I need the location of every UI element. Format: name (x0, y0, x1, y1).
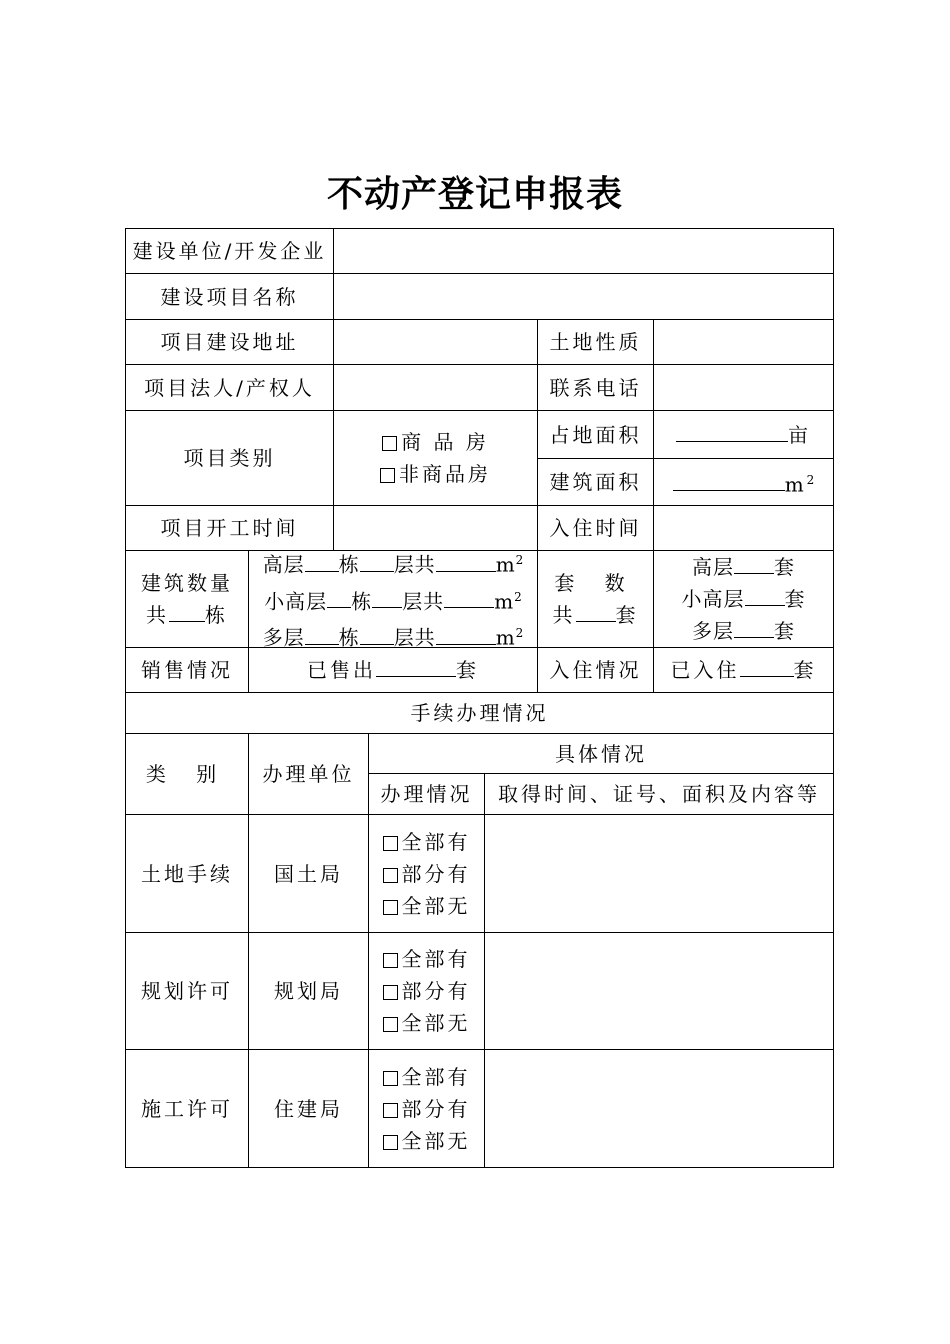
project-name-value[interactable] (333, 273, 834, 320)
checkbox-icon[interactable] (383, 953, 398, 968)
procedure-office (248, 932, 369, 1050)
suite-type: 小高层 (681, 587, 745, 611)
legal-person-value[interactable] (333, 364, 538, 411)
suite-blank[interactable] (734, 615, 774, 638)
category-option-label: 非商品房 (399, 462, 491, 486)
dong-blank[interactable] (305, 549, 339, 572)
build-area-unit: m (784, 472, 807, 497)
address-label-text: 项目建设地址 (160, 330, 299, 354)
status-option-label: 部分有 (401, 979, 471, 1003)
procedure-status (368, 932, 485, 1050)
category-label-text: 项目类别 (183, 446, 276, 470)
suite-row-midrise (682, 583, 806, 615)
suite-breakdown (653, 550, 834, 648)
phone-label-text: 联系电话 (549, 375, 642, 400)
category-label (125, 410, 334, 506)
status-option-label: 全部无 (401, 1128, 471, 1153)
suite-blank[interactable] (745, 583, 785, 606)
floor-total-label: 层共 (393, 625, 436, 650)
developer-label (125, 228, 334, 274)
start-time-label-text: 项目开工时间 (160, 516, 299, 540)
move-in-time-value[interactable] (653, 505, 834, 551)
status-option-label: 部分有 (401, 1096, 471, 1121)
procedure-office-text: 规划局 (274, 979, 343, 1003)
status-option-label: 全部无 (401, 1011, 471, 1035)
suite-row-highrise (692, 551, 795, 583)
procedure-category-text: 规划许可 (141, 979, 233, 1003)
move-in-time-label-text: 入住时间 (549, 516, 642, 540)
move-in-time-label (537, 505, 654, 551)
col-info-header (484, 773, 834, 815)
col-office-header-text: 办理单位 (262, 762, 355, 786)
dong-unit: 栋 (338, 625, 360, 650)
building-total-prefix: 共 (146, 603, 169, 627)
land-area-blank[interactable] (676, 419, 788, 442)
floor-total-label: 层共 (402, 589, 445, 614)
sales-value (248, 647, 538, 693)
col-office-header (248, 733, 369, 815)
build-area-value[interactable] (653, 458, 834, 506)
building-type: 小高层 (264, 589, 328, 614)
phone-value[interactable] (653, 364, 834, 411)
suite-count-label (537, 550, 654, 648)
developer-label-text: 建设单位/开发企业 (132, 239, 327, 263)
square-superscript: 2 (515, 553, 524, 568)
procedure-category-text: 施工许可 (141, 1096, 233, 1121)
land-nature-label (537, 319, 654, 365)
sales-label (125, 647, 249, 693)
floor-total-label: 层共 (393, 552, 436, 577)
procedure-status (368, 814, 485, 933)
checkbox-icon[interactable] (383, 900, 398, 915)
checkbox-icon[interactable] (380, 468, 395, 483)
suite-blank[interactable] (734, 551, 774, 574)
occupied-blank[interactable] (740, 654, 794, 677)
procedure-category (125, 1049, 249, 1168)
area-blank[interactable] (444, 585, 494, 608)
square-superscript: 2 (806, 472, 815, 487)
land-area-label-text: 占地面积 (549, 422, 642, 447)
area-unit: m (494, 589, 515, 614)
procedure-office-text: 国土局 (274, 861, 343, 886)
checkbox-icon[interactable] (383, 868, 398, 883)
dong-blank[interactable] (305, 622, 339, 645)
col-details-header-text: 具体情况 (555, 741, 647, 766)
build-area-blank[interactable] (673, 468, 785, 491)
procedure-info[interactable] (484, 814, 834, 933)
col-status-header-text: 办理情况 (380, 782, 473, 806)
occupancy-label-text: 入住情况 (549, 658, 642, 682)
suite-row-multistory (692, 615, 795, 647)
procedure-category (125, 932, 249, 1050)
category-option-label: 商 品 房 (401, 430, 489, 454)
status-option-none[interactable] (383, 1125, 471, 1157)
suite-unit: 套 (774, 619, 795, 643)
procedure-office-text: 住建局 (274, 1096, 343, 1121)
suite-unit: 套 (774, 555, 795, 579)
checkbox-icon[interactable] (383, 985, 398, 1000)
dong-blank[interactable] (327, 585, 351, 608)
project-name-label-text: 建设项目名称 (160, 284, 299, 309)
sold-prefix: 已售出 (307, 658, 376, 682)
square-superscript: 2 (515, 626, 524, 641)
col-info-header-text: 取得时间、证号、面积及内容等 (498, 782, 820, 806)
legal-person-label (125, 364, 334, 411)
sales-label-text: 销售情况 (141, 658, 233, 682)
col-category-header-text: 类 别 (145, 762, 229, 786)
category-option-noncommercial[interactable] (380, 458, 491, 490)
procedure-info[interactable] (484, 932, 834, 1050)
checkbox-icon[interactable] (383, 1017, 398, 1032)
category-options (333, 410, 538, 506)
phone-label (537, 364, 654, 411)
procedure-office (248, 814, 369, 933)
building-count-title: 建筑数量 (141, 571, 233, 595)
legal-person-label-text: 项目法人/产权人 (144, 375, 315, 400)
area-unit: m (495, 625, 516, 650)
checkbox-icon[interactable] (383, 1103, 398, 1118)
floor-blank[interactable] (360, 549, 394, 572)
area-blank[interactable] (436, 549, 496, 572)
dong-unit: 栋 (351, 589, 373, 614)
build-area-label-text: 建筑面积 (549, 470, 642, 494)
status-option-partial[interactable] (383, 975, 471, 1007)
building-type: 高层 (262, 552, 305, 577)
suite-total-unit: 套 (615, 603, 639, 627)
status-option-none[interactable] (383, 1007, 471, 1039)
procedures-section-title (125, 692, 834, 734)
square-superscript: 2 (514, 589, 522, 604)
occupied-unit: 套 (793, 658, 817, 682)
area-blank[interactable] (436, 622, 496, 645)
land-nature-value[interactable] (653, 319, 834, 365)
col-details-header (368, 733, 834, 774)
procedure-category-text: 土地手续 (141, 861, 233, 886)
status-option-all[interactable] (383, 943, 471, 975)
building-count-label (125, 550, 249, 648)
procedure-office (248, 1049, 369, 1168)
area-unit: m (495, 552, 516, 577)
sold-blank[interactable] (376, 654, 456, 677)
form-title: 不动产登记申报表 (326, 173, 623, 215)
checkbox-icon[interactable] (382, 436, 397, 451)
status-option-partial[interactable] (383, 1093, 471, 1125)
building-type: 多层 (262, 625, 305, 650)
suite-count-total (553, 599, 639, 631)
col-category-header (125, 733, 249, 815)
status-option-label: 全部有 (401, 1064, 471, 1089)
floor-blank[interactable] (360, 622, 394, 645)
occupancy-label (537, 647, 654, 693)
procedure-category (125, 814, 249, 933)
building-breakdown (248, 550, 538, 648)
building-total-unit: 栋 (205, 603, 228, 627)
checkbox-icon[interactable] (383, 1135, 398, 1150)
checkbox-icon[interactable] (383, 1071, 398, 1086)
land-area-value[interactable] (653, 410, 834, 459)
occupancy-value (653, 647, 834, 693)
suite-total-blank[interactable] (576, 599, 616, 622)
building-row-highrise (263, 544, 524, 581)
suite-type: 高层 (692, 555, 734, 579)
land-area-label (537, 410, 654, 459)
status-option-label: 部分有 (401, 861, 471, 886)
procedure-status (368, 1049, 485, 1168)
address-value[interactable] (333, 319, 538, 365)
building-total-blank[interactable] (169, 599, 205, 622)
dong-unit: 栋 (338, 552, 360, 577)
status-option-label: 全部有 (401, 829, 471, 854)
procedures-section-title-text: 手续办理情况 (410, 701, 549, 725)
suite-type: 多层 (692, 619, 734, 643)
land-nature-label-text: 土地性质 (549, 330, 642, 354)
status-option-none[interactable] (383, 890, 471, 922)
status-option-all[interactable] (383, 1061, 471, 1093)
category-option-commercial[interactable] (382, 426, 489, 458)
status-option-all[interactable] (383, 826, 471, 858)
build-area-label (537, 458, 654, 506)
building-row-midrise (264, 581, 522, 618)
col-status-header (368, 773, 485, 815)
suite-unit: 套 (784, 587, 806, 611)
developer-value[interactable] (333, 228, 834, 274)
occupied-prefix: 已入住 (670, 658, 740, 682)
status-option-label: 全部有 (401, 947, 471, 971)
status-option-label: 全部无 (401, 893, 471, 918)
address-label (125, 319, 334, 365)
procedure-info[interactable] (484, 1049, 834, 1168)
building-count-total (146, 599, 228, 631)
checkbox-icon[interactable] (383, 836, 398, 851)
status-option-partial[interactable] (383, 858, 471, 890)
suite-total-prefix: 共 (552, 603, 576, 627)
project-name-label (125, 273, 334, 320)
floor-blank[interactable] (372, 585, 402, 608)
sold-unit: 套 (456, 658, 479, 682)
land-area-unit: 亩 (788, 422, 811, 447)
suite-count-title: 套 数 (554, 571, 637, 595)
